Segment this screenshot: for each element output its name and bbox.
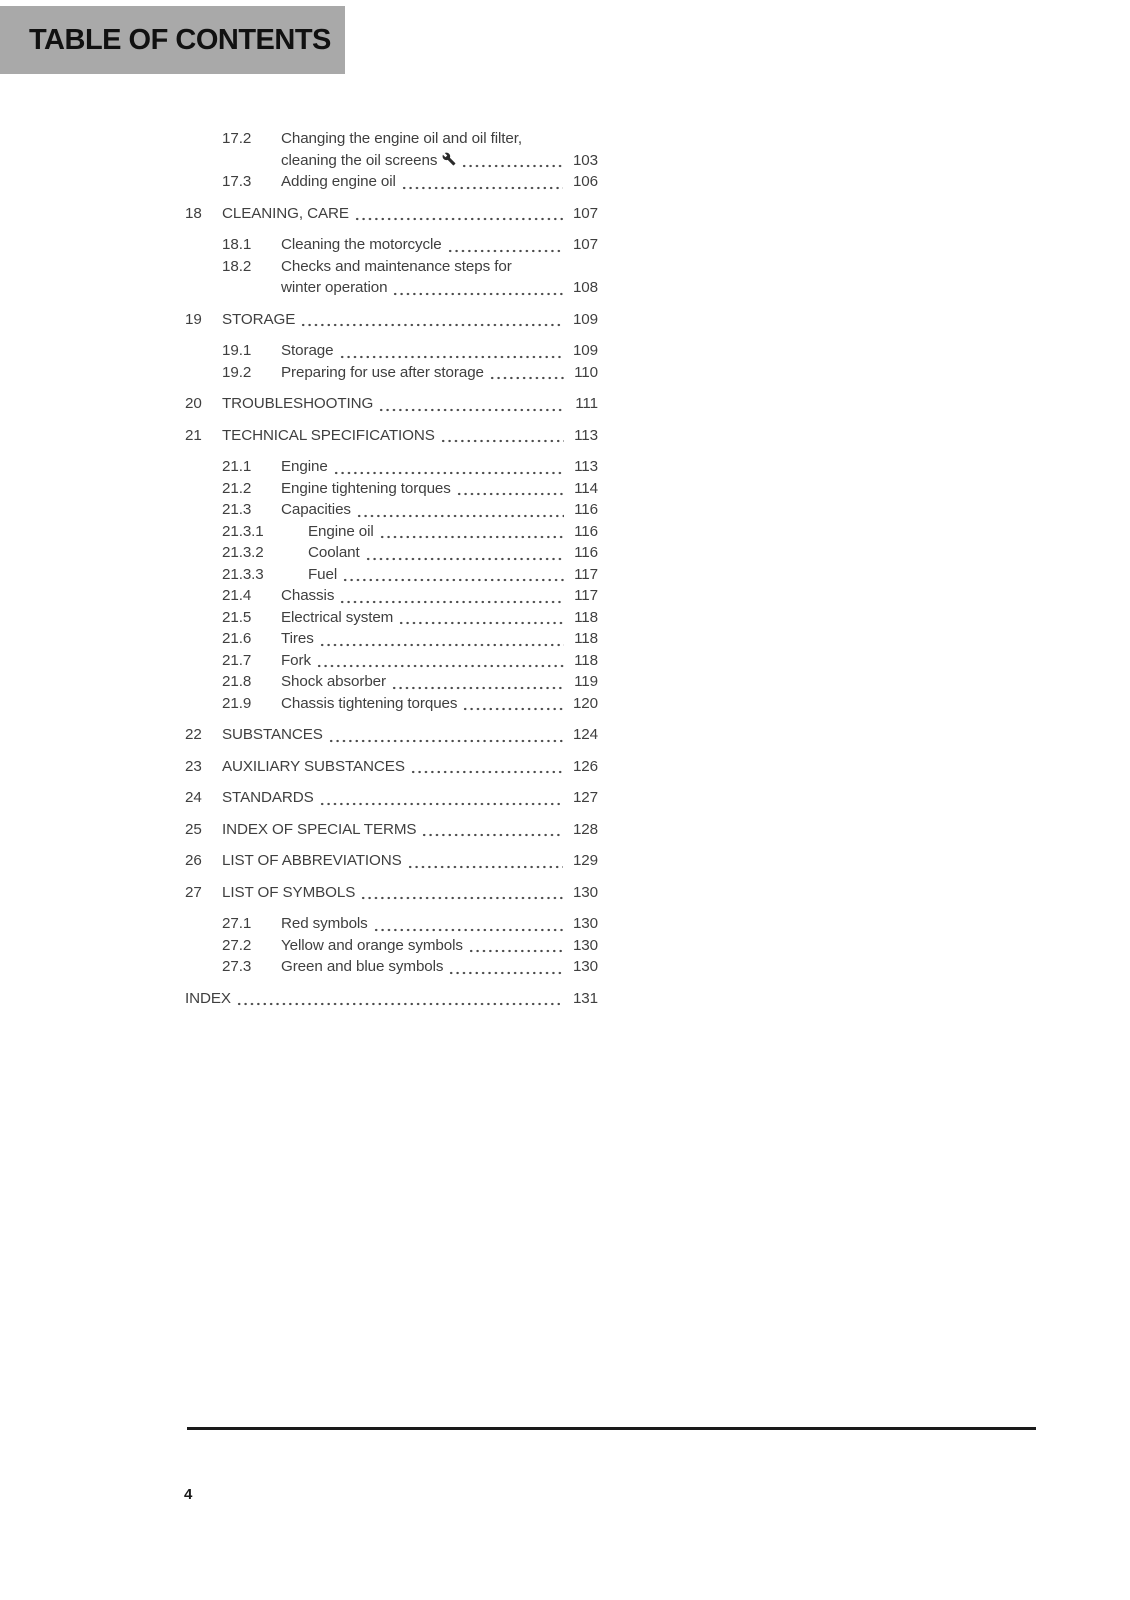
toc-entry-title: cleaning the oil screens	[281, 151, 438, 169]
toc-entry-number: 19	[185, 310, 202, 328]
toc-entry-page: 128	[572, 820, 598, 838]
toc-entry-body	[222, 724, 598, 746]
toc-entry-title: Cleaning the motorcycle	[281, 236, 442, 253]
toc-entry-title: Tires	[281, 630, 314, 647]
toc-entry-page: 127	[572, 789, 598, 806]
toc-entry-body	[281, 456, 598, 478]
toc-leader-dots	[379, 535, 564, 539]
toc-entry-page: 130	[572, 958, 598, 975]
toc-entry-title: Checks and maintenance steps for	[281, 257, 512, 275]
toc-entry-body	[222, 850, 598, 872]
toc-entry-number: 17.3	[222, 173, 252, 190]
toc-leader-dots	[392, 292, 562, 296]
toc-entry[interactable]	[185, 850, 598, 872]
toc-leader-dots	[448, 971, 563, 975]
toc-leader-dots	[398, 621, 564, 625]
toc-entry-line	[281, 935, 598, 957]
toc-leader-dots	[407, 865, 563, 869]
toc-entry-page: 118	[574, 608, 598, 626]
toc-entry-line	[308, 564, 598, 586]
toc-entry-title: Adding engine oil	[281, 173, 396, 190]
toc-entry-title: Storage	[281, 342, 334, 359]
toc-entry[interactable]	[185, 542, 598, 564]
toc-entry-page: 109	[572, 342, 598, 359]
toc-entry-body	[281, 362, 598, 384]
toc-entry-title: Fork	[281, 651, 311, 669]
toc-entry-line	[222, 787, 598, 809]
toc-leader-dots	[300, 323, 563, 327]
toc-entry-line	[281, 671, 598, 693]
toc-entry[interactable]	[185, 521, 598, 543]
toc-entry-line	[281, 956, 598, 978]
toc-entry-number: 24	[185, 789, 202, 806]
toc-leader-dots	[456, 492, 564, 496]
toc-entry-title: Shock absorber	[281, 673, 386, 690]
toc-entry-title: TECHNICAL SPECIFICATIONS	[222, 426, 435, 444]
toc-entry-body	[281, 499, 598, 521]
toc-leader-dots	[373, 928, 563, 932]
toc-entry-body	[281, 650, 598, 672]
toc-entry-number: 21	[185, 426, 202, 444]
toc-entry-line	[281, 150, 598, 172]
toc-entry-title: TROUBLESHOOTING	[222, 395, 374, 412]
toc-entry-line	[222, 882, 598, 904]
table-of-contents	[185, 128, 598, 1009]
toc-entry-page: 108	[572, 279, 598, 296]
toc-entry-body	[222, 756, 598, 778]
toc-entry-title: Chassis	[281, 587, 335, 604]
toc-leader-dots	[461, 164, 563, 168]
toc-entry-number: 21.2	[222, 479, 252, 497]
toc-entry-body	[281, 607, 598, 629]
toc-entry[interactable]	[185, 607, 598, 629]
toc-entry-title: Capacities	[281, 501, 351, 518]
toc-entry-line	[308, 521, 598, 543]
toc-entry[interactable]	[185, 585, 598, 607]
toc-entry-number: 20	[185, 395, 202, 412]
toc-entry-line	[222, 724, 598, 746]
toc-entry-line	[222, 393, 598, 415]
toc-entry[interactable]	[185, 564, 598, 586]
toc-entry-number: 21.6	[222, 630, 252, 647]
toc-entry-line	[308, 542, 598, 564]
toc-entry-number: 26	[185, 852, 202, 869]
page-title: TABLE OF CONTENTS	[29, 23, 331, 56]
toc-entry-page: 126	[572, 757, 598, 775]
toc-entry-title: AUXILIARY SUBSTANCES	[222, 757, 405, 775]
toc-entry-line	[281, 585, 598, 607]
toc-entry-page: 107	[572, 204, 598, 222]
footer-divider	[187, 1427, 1036, 1430]
toc-entry-page: 118	[574, 630, 598, 647]
toc-entry-body	[281, 913, 598, 935]
toc-entry[interactable]	[185, 234, 598, 256]
toc-entry-number: 21.7	[222, 651, 252, 669]
toc-entry-line	[281, 650, 598, 672]
toc-leader-dots	[489, 376, 564, 380]
toc-entry-number: 21.3.2	[222, 544, 264, 561]
footer-page-number: 4	[184, 1486, 193, 1503]
toc-entry-line	[281, 128, 598, 150]
toc-entry-title: Coolant	[308, 544, 360, 561]
toc-leader-dots	[391, 686, 564, 690]
toc-entry-number: 27.3	[222, 958, 252, 975]
toc-entry-number: 25	[185, 820, 202, 838]
toc-leader-dots	[468, 949, 563, 953]
toc-entry-page: 116	[574, 544, 598, 561]
toc-entry[interactable]	[185, 935, 598, 957]
toc-entry-number: 21.3.3	[222, 565, 264, 583]
toc-entry[interactable]	[185, 882, 598, 904]
toc-entry-title: Red symbols	[281, 915, 368, 932]
toc-entry-body	[281, 171, 598, 193]
toc-entry-page: 103	[572, 151, 598, 169]
toc-entry-line	[281, 171, 598, 193]
toc-entry-page: 110	[574, 363, 598, 381]
toc-entry-body	[222, 393, 598, 415]
toc-entry[interactable]	[185, 478, 598, 500]
toc-entry-number: 18.1	[222, 236, 252, 253]
toc-entry-line	[281, 340, 598, 362]
toc-entry-title: Preparing for use after storage	[281, 363, 484, 381]
toc-entry-page: 130	[572, 936, 598, 954]
toc-entry-line	[281, 277, 598, 299]
toc-entry-body	[281, 256, 598, 299]
toc-entry-title: Fuel	[308, 565, 338, 583]
toc-entry-title: CLEANING, CARE	[222, 204, 349, 222]
toc-entry-page: 109	[572, 310, 598, 328]
toc-entry-number: 19.1	[222, 342, 252, 359]
toc-leader-dots	[401, 186, 563, 190]
toc-leader-dots	[319, 802, 563, 806]
toc-entry-line	[281, 478, 598, 500]
toc-entry[interactable]	[185, 956, 598, 978]
toc-entry-page: 130	[572, 915, 598, 932]
toc-leader-dots	[319, 643, 564, 647]
toc-entry-page: 119	[574, 673, 598, 690]
toc-entry-page: 131	[572, 989, 598, 1007]
toc-entry-line	[281, 913, 598, 935]
toc-entry-page: 106	[572, 173, 598, 190]
toc-entry-body	[222, 309, 598, 331]
toc-leader-dots	[421, 833, 563, 837]
toc-entry-title: Engine tightening torques	[281, 479, 451, 497]
toc-entry[interactable]	[185, 819, 598, 841]
toc-entry-page: 118	[574, 651, 598, 669]
toc-entry-line	[222, 850, 598, 872]
toc-leader-dots	[236, 1002, 563, 1006]
toc-entry-page: 120	[572, 694, 598, 712]
toc-leader-dots	[440, 439, 564, 443]
toc-entry-page: 117	[574, 587, 598, 604]
toc-entry-page: 117	[574, 565, 598, 583]
toc-leader-dots	[342, 578, 564, 582]
toc-entry-body	[281, 340, 598, 362]
toc-entry-number: 18.2	[222, 257, 252, 275]
toc-entry[interactable]	[185, 693, 598, 715]
toc-entry-page: 113	[574, 426, 598, 444]
toc-entry-body	[281, 234, 598, 256]
toc-entry[interactable]	[185, 499, 598, 521]
toc-entry-number: 21.5	[222, 608, 252, 626]
toc-entry-line	[222, 309, 598, 331]
toc-leader-dots	[333, 471, 564, 475]
toc-entry[interactable]	[185, 393, 598, 415]
toc-leader-dots	[339, 355, 563, 359]
toc-entry-body	[281, 628, 598, 650]
toc-entry[interactable]	[185, 340, 598, 362]
toc-entry-body	[281, 585, 598, 607]
toc-entry[interactable]	[185, 309, 598, 331]
toc-entry[interactable]	[185, 988, 598, 1010]
toc-leader-dots	[447, 249, 563, 253]
toc-entry[interactable]	[185, 203, 598, 225]
toc-entry-line	[281, 607, 598, 629]
toc-entry[interactable]	[185, 456, 598, 478]
toc-entry-line	[281, 693, 598, 715]
toc-entry[interactable]	[185, 671, 598, 693]
toc-entry-number: 21.8	[222, 673, 252, 690]
toc-entry-page: 113	[574, 458, 598, 475]
toc-entry-title: LIST OF SYMBOLS	[222, 883, 356, 901]
toc-entry[interactable]	[185, 425, 598, 447]
toc-entry-body	[281, 478, 598, 500]
toc-entry-body	[308, 521, 598, 543]
toc-entry-number: 19.2	[222, 363, 252, 381]
toc-leader-dots	[410, 770, 563, 774]
toc-entry[interactable]	[185, 171, 598, 193]
toc-entry-body	[308, 564, 598, 586]
toc-entry-title: winter operation	[281, 279, 388, 296]
toc-entry-body	[308, 542, 598, 564]
toc-entry-number: 21.4	[222, 587, 252, 604]
toc-entry[interactable]	[185, 256, 598, 299]
toc-entry-line	[222, 203, 598, 225]
toc-entry-body	[222, 882, 598, 904]
toc-entry[interactable]	[185, 128, 598, 171]
toc-entry[interactable]	[185, 913, 598, 935]
toc-entry-body	[222, 425, 598, 447]
toc-entry-number: 22	[185, 726, 202, 743]
toc-entry-title: STORAGE	[222, 310, 296, 328]
toc-entry-line	[222, 425, 598, 447]
toc-entry[interactable]	[185, 650, 598, 672]
toc-entry-line	[222, 819, 598, 841]
toc-entry-number: 21.3.1	[222, 522, 264, 540]
toc-entry-line	[185, 988, 598, 1010]
toc-entry-line	[281, 456, 598, 478]
toc-entry-number: 21.9	[222, 694, 252, 712]
toc-entry-number: 21.3	[222, 501, 252, 518]
toc-entry-number: 21.1	[222, 458, 252, 475]
toc-leader-dots	[462, 707, 563, 711]
toc-entry-title: Changing the engine oil and oil filter,	[281, 130, 522, 147]
page-header-banner	[0, 6, 345, 74]
toc-entry-title: INDEX	[185, 989, 231, 1007]
toc-entry-page: 114	[574, 479, 598, 497]
toc-entry-line	[281, 362, 598, 384]
toc-entry-title: Yellow and orange symbols	[281, 936, 463, 954]
toc-entry[interactable]	[185, 362, 598, 384]
toc-entry-page: 111	[575, 395, 598, 412]
toc-leader-dots	[316, 664, 564, 668]
toc-entry-body	[222, 819, 598, 841]
toc-entry-title: Engine oil	[308, 522, 374, 540]
toc-leader-dots	[378, 408, 565, 412]
toc-entry-body	[281, 671, 598, 693]
toc-entry-body	[185, 988, 598, 1010]
toc-entry-body	[222, 203, 598, 225]
toc-entry-title: SUBSTANCES	[222, 726, 323, 743]
wrench-icon	[442, 152, 456, 166]
toc-leader-dots	[354, 217, 563, 221]
toc-entry-body	[281, 935, 598, 957]
toc-entry[interactable]	[185, 724, 598, 746]
toc-entry-body	[281, 128, 598, 171]
toc-entry-title: INDEX OF SPECIAL TERMS	[222, 820, 417, 838]
toc-entry[interactable]	[185, 628, 598, 650]
toc-entry-title: Green and blue symbols	[281, 958, 444, 975]
toc-entry-page: 124	[572, 726, 598, 743]
toc-entry-number: 23	[185, 757, 202, 775]
toc-entry-number: 27.1	[222, 915, 252, 932]
toc-leader-dots	[356, 514, 564, 518]
toc-entry-title: LIST OF ABBREVIATIONS	[222, 852, 402, 869]
toc-entry-line	[281, 628, 598, 650]
toc-leader-dots	[365, 557, 564, 561]
toc-entry[interactable]	[185, 756, 598, 778]
toc-entry-line	[281, 234, 598, 256]
toc-entry-page: 130	[572, 883, 598, 901]
toc-leader-dots	[339, 600, 564, 604]
toc-leader-dots	[360, 896, 563, 900]
toc-entry[interactable]	[185, 787, 598, 809]
toc-entry-number: 27	[185, 883, 202, 901]
toc-leader-dots	[328, 739, 563, 743]
toc-entry-page: 116	[574, 501, 598, 518]
toc-entry-number: 27.2	[222, 936, 252, 954]
toc-entry-page: 129	[572, 852, 598, 869]
toc-entry-title: Engine	[281, 458, 328, 475]
toc-entry-line	[222, 756, 598, 778]
toc-entry-body	[222, 787, 598, 809]
toc-entry-title: Electrical system	[281, 608, 394, 626]
toc-entry-title: Chassis tightening torques	[281, 694, 458, 712]
toc-entry-line	[281, 256, 598, 278]
toc-entry-body	[281, 693, 598, 715]
toc-entry-number: 18	[185, 204, 202, 222]
toc-entry-page: 107	[572, 236, 598, 253]
toc-entry-page: 116	[574, 522, 598, 540]
toc-entry-line	[281, 499, 598, 521]
toc-entry-title: STANDARDS	[222, 789, 314, 806]
toc-entry-body	[281, 956, 598, 978]
toc-entry-number: 17.2	[222, 130, 252, 147]
